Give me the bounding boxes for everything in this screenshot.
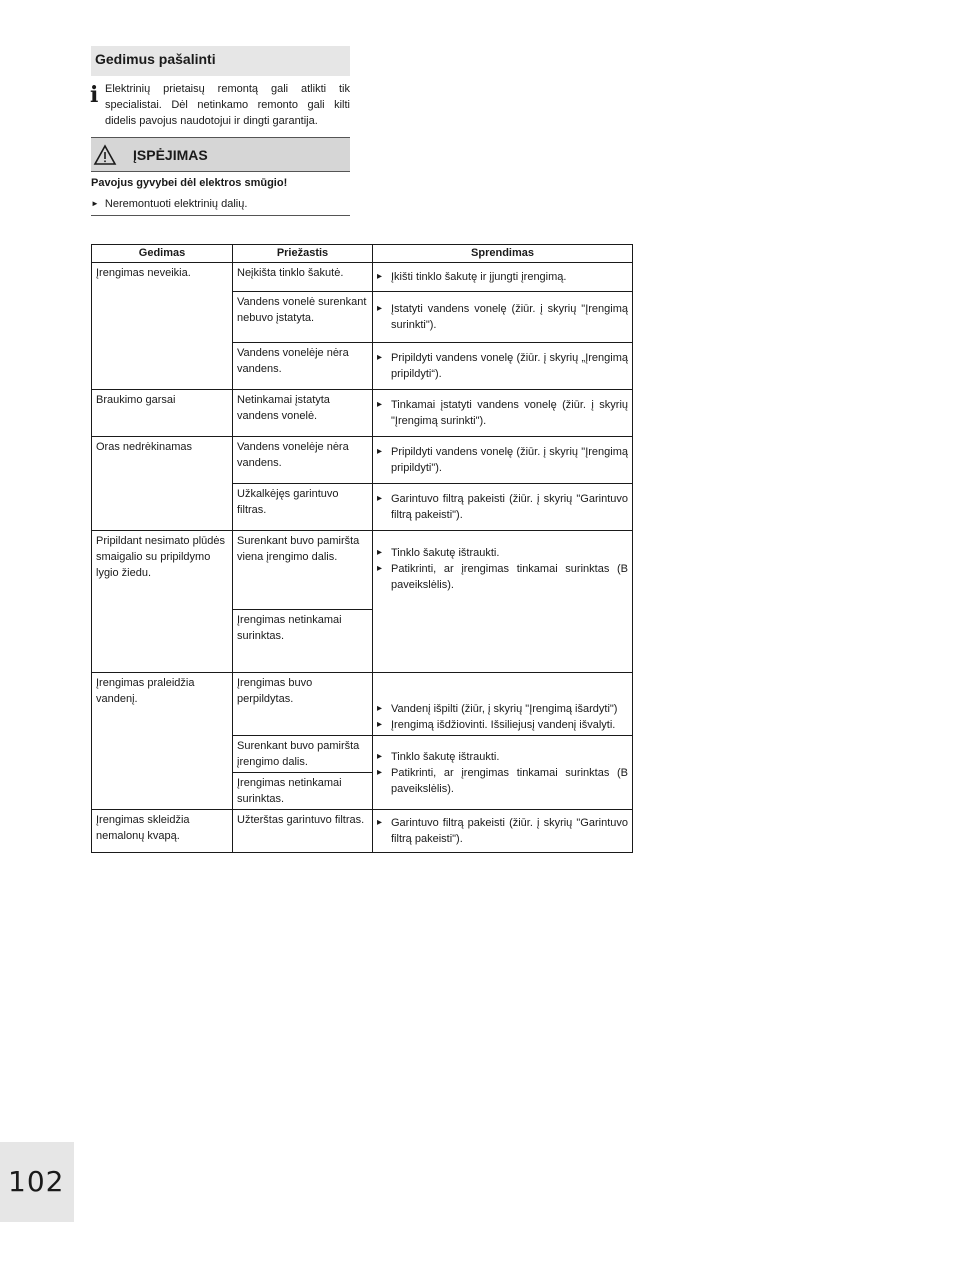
cause-cell: Vandens vonelėje nėra vandens. (233, 437, 373, 484)
solution-item: ▸ Patikrinti, ar įrengimas tinkamai surinktas (B paveikslėlis). (377, 765, 628, 797)
solution-item: ▸ Garintuvo filtrą pakeisti (žiūr. į skyrių "Garintuvo filtrą pakeisti"). (377, 815, 628, 847)
solution-item: ▸ Tinklo šakutę ištraukti. (377, 545, 628, 561)
warning-item-text: Neremontuoti elektrinių dalių. (104, 198, 248, 210)
fault-cell: Braukimo garsai (92, 390, 233, 437)
cause-cell: Vandens vonelė surenkant nebuvo įstatyta. (233, 292, 373, 343)
solution-cell (373, 810, 633, 853)
header-sprendimas: Sprendimas (373, 245, 633, 263)
solution-cell (373, 292, 633, 343)
table-header-row (92, 245, 633, 263)
solution-cell (373, 390, 633, 437)
solution-item: ▸ Pripildyti vandens vonelę (žiūr. į skyrių „Įrengimą pripildyti“). (377, 350, 628, 382)
solution-item: ▸ Tinklo šakutę ištraukti. (377, 749, 628, 765)
cause-cell: Įrengimas buvo perpildytas. (233, 673, 373, 736)
fault-cell: Įrengimas skleidžia nemalonų kvapą. (92, 810, 233, 853)
divider (91, 215, 350, 216)
solution-item: ▸ Tinkamai įstatyti vandens vonelę (žiūr. į skyrių "Įrengimą surinkti"). (377, 397, 628, 429)
fault-cell: Įrengimas neveikia. (92, 263, 233, 390)
solution-cell (373, 263, 633, 292)
info-icon: i (90, 82, 99, 108)
warning-triangle-icon (93, 144, 117, 166)
solution-item: ▸ Vandenį išpilti (žiūr, į skyrių "Įrengimą išardyti") (377, 701, 628, 717)
solution-cell (373, 343, 633, 390)
troubleshooting-table (91, 244, 633, 853)
cause-cell: Surenkant buvo pamiršta įrengimo dalis. (233, 736, 373, 773)
table-row (92, 531, 633, 610)
solution-cell (373, 437, 633, 484)
info-text: Elektrinių prietaisų remontą gali atlikti tik specialistai. Dėl netinkamo remonto gali kilti didelis pavojus naudotojui ir dingti garantija. (105, 83, 350, 127)
table-row (92, 437, 633, 484)
solution-item: ▸ Patikrinti, ar įrengimas tinkamai surinktas (B paveikslėlis). (377, 561, 628, 593)
cause-cell: Neįkišta tinklo šakutė. (233, 263, 373, 292)
table-row (92, 810, 633, 853)
page-number: 102 (8, 1165, 65, 1198)
cause-cell: Surenkant buvo pamiršta viena įrengimo dalis. (233, 531, 373, 610)
solution-cell (373, 531, 633, 673)
solution-item: ▸ Pripildyti vandens vonelę (žiūr. į skyrių "Įrengimą pripildyti"). (377, 444, 628, 476)
table-row (92, 390, 633, 437)
table-row (92, 263, 633, 292)
fault-cell: Oras nedrėkinamas (92, 437, 233, 531)
solution-item: ▸ Garintuvo filtrą pakeisti (žiūr. į skyrių "Garintuvo filtrą pakeisti"). (377, 491, 628, 523)
cause-cell: Netinkamai įstatyta vandens vonelė. (233, 390, 373, 437)
solution-cell (373, 673, 633, 736)
cause-cell: Vandens vonelėje nėra vandens. (233, 343, 373, 390)
cause-cell: Įrengimas netinkamai surinktas. (233, 773, 373, 810)
header-priezastis: Priežastis (233, 245, 373, 263)
fault-cell: Pripildant nesimato plūdės smaigalio su pripildymo lygio žiedu. (92, 531, 233, 673)
solution-item: ▸ Įrengimą išdžiovinti. Išsiliejusį vandenį išvalyti. (377, 717, 628, 733)
warning-subtitle: Pavojus gyvybei dėl elektros smūgio! (91, 177, 288, 189)
section-title: Gedimus pašalinti (91, 46, 350, 76)
solution-cell (373, 484, 633, 531)
solution-item: ▸ Įstatyti vandens vonelę (žiūr. į skyrių "Įrengimą surinkti"). (377, 301, 628, 333)
fault-cell: Įrengimas praleidžia vandenį. (92, 673, 233, 810)
header-gedimas: Gedimas (92, 245, 233, 263)
cause-cell: Užterštas garintuvo filtras. (233, 810, 373, 853)
bullet-arrow-icon: ► (91, 199, 99, 208)
warning-bar (91, 137, 350, 172)
table-row (92, 673, 633, 736)
solution-item: ▸ Įkišti tinklo šakutę ir įjungti įrengimą. (377, 269, 628, 285)
cause-cell: Užkalkėjęs garintuvo filtras. (233, 484, 373, 531)
warning-title: ĮSPĖJIMAS (133, 147, 208, 163)
cause-cell: Įrengimas netinkamai surinktas. (233, 610, 373, 673)
warning-item (91, 198, 247, 210)
solution-cell (373, 736, 633, 810)
